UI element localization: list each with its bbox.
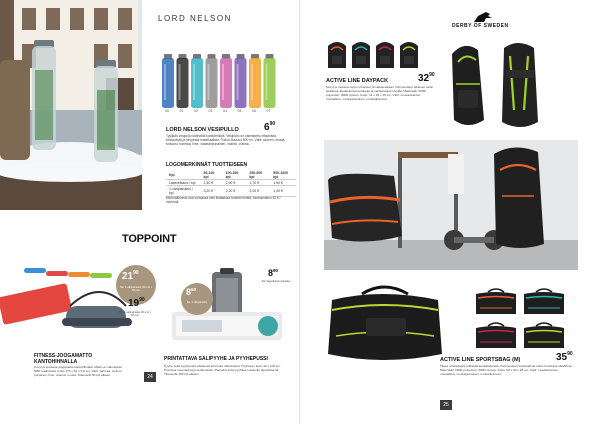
towel-description: Pyyhe sekä pyyhepussi pikaisesti kuivuvaa mikrokuitua. Pyyhkeen koko 40 x 100 cm. Pussissa vetonauhat ja verkkotasku. Painatus koko pyyhkeen alueelle täysvärisenä. Tilauserät 100 kpl alkaen. bbox=[164, 364, 281, 376]
page-number-left: 24 bbox=[144, 372, 156, 382]
daypack-price-main: 32 bbox=[418, 73, 430, 84]
yoga-price-a-sup: 90 bbox=[133, 270, 139, 276]
derby-logo-text: DERBY OF SWEDEN bbox=[452, 23, 509, 29]
sportsbag-variant bbox=[524, 323, 564, 348]
bottle-code: 05 bbox=[237, 109, 242, 113]
bottle-code: 01 bbox=[179, 109, 184, 113]
bottle-description: Tyylikäs vesipullo kätevällä kantolenkillä. Vesipullo on valmistettu tritaanista, kestävästä ja kevyestä materiaalista. Pullon tilavuus 500 ml. Värit: sininen, musta, turkoosi, harmaa, lime, vaaleanpunainen, violetti, oranssi. bbox=[166, 134, 286, 147]
right-page bbox=[300, 0, 600, 424]
table-cell: 3,20 € bbox=[201, 186, 223, 196]
toppoint-logo: TOPPOINT bbox=[122, 233, 177, 245]
sportsbag-price-sup: 90 bbox=[567, 351, 573, 357]
daypack-variant bbox=[352, 42, 370, 68]
bottle-variant bbox=[220, 54, 232, 108]
table-cell: 1,50 € bbox=[270, 180, 296, 186]
table-header-cell: 100-250 kpl bbox=[223, 170, 247, 180]
horse-logo-icon bbox=[472, 10, 494, 24]
table-cell: 2,20 € bbox=[223, 186, 247, 196]
bottle-code: 00 bbox=[165, 109, 169, 113]
yoga-price-b-main: 19 bbox=[128, 298, 140, 309]
logo-table-title: LOGOMERKINNÄT TUOTTEISEEN bbox=[166, 162, 248, 168]
table-cell: Laseretsaus / kpl bbox=[166, 180, 201, 186]
table-note: Merkintähinnat ovat voimassa vain tilattaessa tuotteet meiltä. Aloitusmaksu 40 € / merkintä. bbox=[166, 196, 281, 204]
sportsbag-variant bbox=[476, 323, 516, 348]
bottle-codes bbox=[158, 109, 278, 115]
table-cell: 2,40 € bbox=[201, 180, 223, 186]
table-cell: 1,90 € bbox=[223, 180, 247, 186]
table-cell: 1,40 € bbox=[270, 186, 296, 196]
yoga-price-b-note: Sis. 1-väripainatus 30 mm x 60 mm bbox=[118, 311, 151, 318]
table-header-cell: 250-500 kpl bbox=[246, 170, 270, 180]
towel-price-b bbox=[268, 268, 278, 278]
yoga-price-b bbox=[128, 298, 145, 310]
yoga-title: FITNESS-JOOGAMATTO KANTOHIHNALLA bbox=[34, 353, 93, 365]
daypack-price-sup: 90 bbox=[429, 72, 435, 78]
sportsbag-image bbox=[322, 278, 446, 366]
table-cell: 2,00 € bbox=[246, 186, 270, 196]
towel-price-a-main: 8 bbox=[186, 287, 192, 297]
page-number-right: 25 bbox=[440, 400, 452, 410]
table-row bbox=[166, 186, 296, 196]
bottle-variant bbox=[191, 54, 203, 108]
bottle-variant bbox=[249, 54, 261, 108]
sportsbag-variant bbox=[524, 289, 564, 314]
towel-price-a-sup: 50 bbox=[191, 287, 197, 292]
daypack-color-variants bbox=[324, 40, 424, 70]
daypack-variant bbox=[376, 42, 394, 68]
daypack-description: Kevyt ja mukava reppu urheiluun ja vapaa-aikaan. Pehmustetut olkaimet sekä selkäosa. Etutaskussa vetoketju ja verkkotaskut sivuilla. Materiaali: 600D polyesteri, 300D ripstop. Koko: 31 x 46 x 15 cm. Värit: musta/oranssi, musta/lime, musta/punainen, musta/turkoosi. bbox=[326, 85, 433, 101]
bottle-code: 06 bbox=[252, 109, 256, 113]
backpack-image bbox=[444, 40, 574, 132]
towel-price-b-main: 8 bbox=[268, 268, 274, 278]
bottle-title: LORD NELSON VESIPULLO bbox=[166, 127, 239, 133]
gym-scene-photo bbox=[324, 140, 578, 270]
bottle-variant bbox=[162, 54, 174, 108]
table-cell: 1,70 € bbox=[246, 180, 270, 186]
towel-price-circle-a bbox=[181, 283, 213, 315]
sportsbag-color-variants bbox=[472, 282, 566, 352]
bottle-variant bbox=[206, 54, 218, 108]
bottle-code: 03 bbox=[208, 109, 213, 113]
daypack-variant bbox=[400, 42, 418, 68]
towel-price-a-note: Sis. 1-väripainatus bbox=[186, 301, 208, 304]
bottle-variant bbox=[177, 54, 189, 108]
logo-price-table-grid bbox=[166, 170, 296, 197]
daypack-price bbox=[418, 73, 435, 85]
bottle-code: 04 bbox=[223, 109, 227, 113]
towel-price-a bbox=[186, 287, 196, 297]
bottle-variant bbox=[264, 54, 276, 108]
yoga-price-b-sup: 90 bbox=[139, 297, 145, 303]
bottle-price bbox=[264, 122, 275, 134]
yoga-price-a bbox=[122, 271, 139, 283]
bottle-variant bbox=[235, 54, 247, 108]
logo-price-table bbox=[166, 170, 296, 197]
bottle-code: 02 bbox=[194, 109, 198, 113]
sportsbag-price bbox=[556, 352, 573, 364]
sportsbag-variant bbox=[476, 289, 516, 314]
sportsbag-description: Tilava urheilukassi erillisellä kenkälokerolla. Pehmustetut kantokahvat sekä irrotettava olkahihna. Materiaali: 600D polyesteri, 300D ripstop. Koko: 50 x 30 x 28 cm. Värit: musta/oranssi, musta/lime, musta/punainen, musta/turkoosi. bbox=[440, 364, 573, 376]
table-header-cell: 500-1000 kpl bbox=[270, 170, 296, 180]
lord-nelson-brand: LORD NELSON bbox=[158, 14, 232, 23]
sportsbag-title: ACTIVE LINE SPORTSBAG (M) bbox=[440, 357, 521, 363]
towel-title: PRINTATTAVA SALIPYYHE JA PYYHEPUSSI bbox=[164, 356, 268, 362]
towel-price-b-note: Sis. täysvärinen painatus bbox=[261, 280, 291, 283]
yoga-description: Kevyt ja joustava joogamatto kantohihnalla. Matto on valmistettu NBR-vaahdosta. Koko 173 x 61 x 0,6 cm. Värit: harmaa, sininen, punainen, lime, oranssi, musta. Tilauserät 50 kpl alkaen. bbox=[34, 365, 123, 377]
bottles-hero-photo bbox=[0, 0, 142, 210]
yoga-price-a-main: 21 bbox=[122, 271, 134, 282]
table-cell: 1-väripainatus / kpl bbox=[166, 186, 201, 196]
bottle-variants bbox=[158, 52, 278, 110]
table-header-cell: 50-100 kpl bbox=[201, 170, 223, 180]
towel-price-b-sup: 90 bbox=[273, 268, 279, 273]
table-header-cell: Kpl bbox=[166, 170, 201, 180]
daypack-title: ACTIVE LINE DAYPACK bbox=[326, 78, 389, 84]
bottle-price-main: 6 bbox=[264, 122, 270, 133]
yoga-price-a-note: Sis. 1-väripainatus 30 mm x 60 mm bbox=[120, 286, 153, 293]
bottle-price-sup: 90 bbox=[269, 121, 276, 127]
bottle-code: 07 bbox=[266, 109, 271, 113]
sportsbag-price-main: 35 bbox=[556, 352, 568, 363]
daypack-variant bbox=[328, 42, 346, 68]
bottle-color-row bbox=[158, 52, 278, 110]
